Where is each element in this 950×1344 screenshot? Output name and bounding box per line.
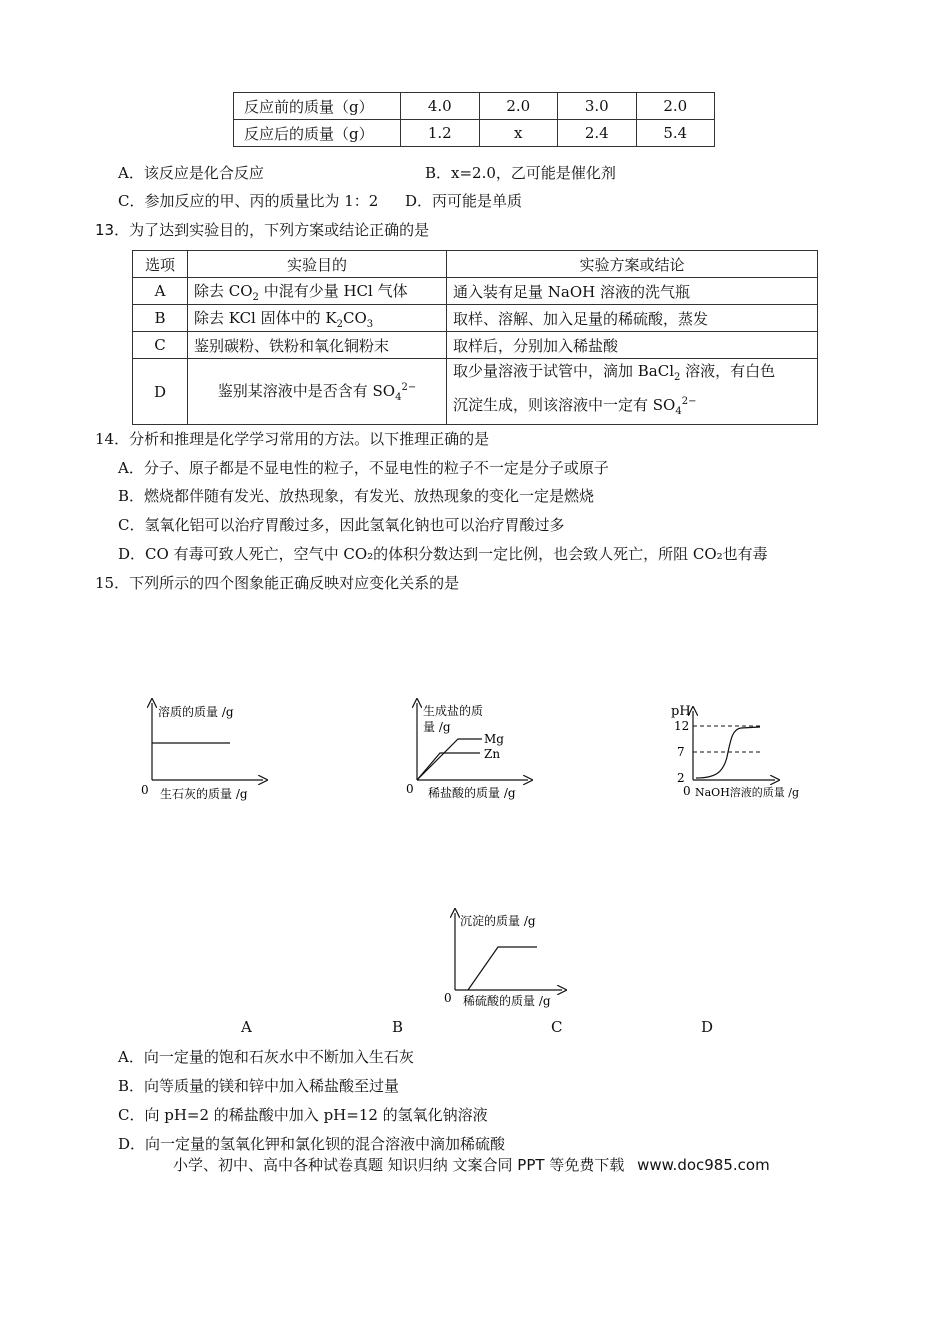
table-cell: 4.0 <box>401 93 480 120</box>
option-cell: D <box>133 359 188 425</box>
question-number: 13． <box>95 221 130 239</box>
y-axis-label: pH <box>671 704 691 719</box>
plan-cell: 取样后，分别加入稀盐酸 <box>447 332 818 359</box>
option-cell: B <box>133 305 188 332</box>
subscript: 2 <box>336 318 343 330</box>
graph-c <box>665 695 815 805</box>
q15-option-c: C．向 pH=2 的稀盐酸中加入 pH=12 的氢氧化钠溶液 <box>118 1106 488 1124</box>
table-cell: 2.4 <box>558 120 637 147</box>
table-row <box>234 93 715 120</box>
subscript: 4 <box>395 392 402 403</box>
footer-text: 小学、初中、高中各种试卷真题 知识归纳 文案合同 PPT 等免费下载 <box>173 1156 625 1174</box>
table-cell: x <box>479 120 558 147</box>
plan-cell: 取样、溶解、加入足量的稀硫酸，蒸发 <box>447 305 818 332</box>
table-cell: 5.4 <box>636 120 715 147</box>
q12-option-a: A．该反应是化合反应 <box>118 164 264 182</box>
tick-12: 12 <box>674 719 690 733</box>
header-cell: 实验目的 <box>188 251 447 278</box>
q12-option-c: C．参加反应的甲、丙的质量比为 1：2 <box>118 192 379 210</box>
q15-option-b: B．向等质量的镁和锌中加入稀盐酸至过量 <box>118 1077 400 1095</box>
subscript: 3 <box>366 318 374 330</box>
x-axis-label: NaOH溶液的质量 /g <box>695 786 800 799</box>
option-cell: A <box>133 278 188 305</box>
table-cell: 1.2 <box>401 120 480 147</box>
graph-letter-c: C <box>551 1018 563 1036</box>
origin-label: 0 <box>683 784 691 798</box>
text: 取少量溶液于试管中，滴加 BaCl <box>453 362 675 380</box>
goal-cell <box>188 278 447 305</box>
goal-cell: 鉴别碳粉、铁粉和氧化铜粉末 <box>188 332 447 359</box>
table-row <box>133 359 818 425</box>
q15-stem: 15．下列所示的四个图象能正确反映对应变化关系的是 <box>95 574 460 592</box>
text: CO <box>342 308 367 327</box>
x-axis-label: 稀硫酸的质量 /g <box>463 994 551 1008</box>
question-text: 为了达到实验目的，下列方案或结论正确的是 <box>129 221 430 239</box>
subscript: 4 <box>675 406 682 417</box>
q15-option-d: D．向一定量的氢氧化钾和氯化钡的混合溶液中滴加稀硫酸 <box>118 1135 506 1153</box>
x-axis-label: 稀盐酸的质量 /g <box>428 786 516 800</box>
y-axis-label: 溶质的质量 /g <box>158 705 234 719</box>
q12-option-b: B．x=2.0，乙可能是催化剂 <box>425 164 616 182</box>
series-label-zn: Zn <box>484 747 501 761</box>
q14-option-a: A．分子、原子都是不显电性的粒子，不显电性的粒子不一定是分子或原子 <box>118 459 609 477</box>
footer-link[interactable]: www.doc985.com <box>637 1156 770 1174</box>
table-header-row <box>133 251 818 278</box>
tick-2: 2 <box>677 771 685 785</box>
subscript: 2 <box>252 291 259 303</box>
option-cell: C <box>133 332 188 359</box>
y-axis-label: 生成盐的质 <box>423 704 484 718</box>
graph-letter-a: A <box>241 1018 252 1036</box>
y-axis-label: 沉淀的质量 /g <box>460 914 536 928</box>
q15-option-a: A．向一定量的饱和石灰水中不断加入生石灰 <box>118 1048 414 1066</box>
table-row <box>133 332 818 359</box>
text: 沉淀生成，则该溶液中一定有 SO <box>453 396 676 414</box>
text: 除去 CO <box>194 281 253 300</box>
graph-a <box>135 695 275 805</box>
q13-stem <box>95 219 429 240</box>
experiment-table <box>132 250 818 425</box>
series-mg <box>417 739 482 780</box>
table-row <box>133 305 818 332</box>
text: 鉴别某溶液中是否含有 SO <box>217 382 396 400</box>
table-row <box>133 278 818 305</box>
origin-label: 0 <box>444 991 452 1005</box>
table-cell: 2.0 <box>636 93 715 120</box>
data-line <box>468 947 537 990</box>
q14-option-d: D．CO 有毒可致人死亡，空气中 CO₂的体积分数达到一定比例，也会致人死亡，所阻 CO₂也有毒 <box>118 545 768 563</box>
goal-cell <box>188 359 447 425</box>
q14-option-c: C．氢氧化铝可以治疗胃酸过多，因此氢氧化钠也可以治疗胃酸过多 <box>118 516 565 534</box>
table-cell: 3.0 <box>558 93 637 120</box>
q12-option-d: D．丙可能是单质 <box>405 192 523 210</box>
graph-letter-b: B <box>392 1018 404 1036</box>
subscript: 2 <box>674 372 681 383</box>
origin-label: 0 <box>406 782 414 796</box>
header-cell: 选项 <box>133 251 188 278</box>
table-cell: 反应前的质量（g） <box>234 93 401 120</box>
goal-cell <box>188 305 447 332</box>
graph-d <box>440 905 580 1015</box>
superscript: 2− <box>681 396 697 407</box>
plan-cell: 通入装有足量 NaOH 溶液的洗气瓶 <box>447 278 818 305</box>
table-cell: 反应后的质量（g） <box>234 120 401 147</box>
table-cell: 2.0 <box>479 93 558 120</box>
tick-7: 7 <box>677 745 685 759</box>
footer <box>173 1154 770 1175</box>
origin-label: 0 <box>141 783 149 797</box>
graph-b <box>400 695 540 805</box>
graph-letter-d: D <box>701 1018 714 1036</box>
mass-table <box>233 92 715 147</box>
text: 除去 KCl 固体中的 K <box>194 308 337 327</box>
table-row <box>234 120 715 147</box>
text: 中混有少量 HCl 气体 <box>258 281 408 300</box>
q14-option-b: B．燃烧都伴随有发光、放热现象，有发光、放热现象的变化一定是燃烧 <box>118 487 595 505</box>
text: 溶液，有白色 <box>680 362 776 380</box>
series-zn <box>417 753 480 780</box>
y-axis-label: 量 /g <box>423 720 451 734</box>
x-axis-label: 生石灰的质量 /g <box>160 787 248 801</box>
header-cell: 实验方案或结论 <box>447 251 818 278</box>
series-label-mg: Mg <box>484 732 504 746</box>
q14-stem: 14．分析和推理是化学学习常用的方法。以下推理正确的是 <box>95 430 490 448</box>
plan-cell <box>447 359 818 425</box>
superscript: 2− <box>401 382 417 393</box>
